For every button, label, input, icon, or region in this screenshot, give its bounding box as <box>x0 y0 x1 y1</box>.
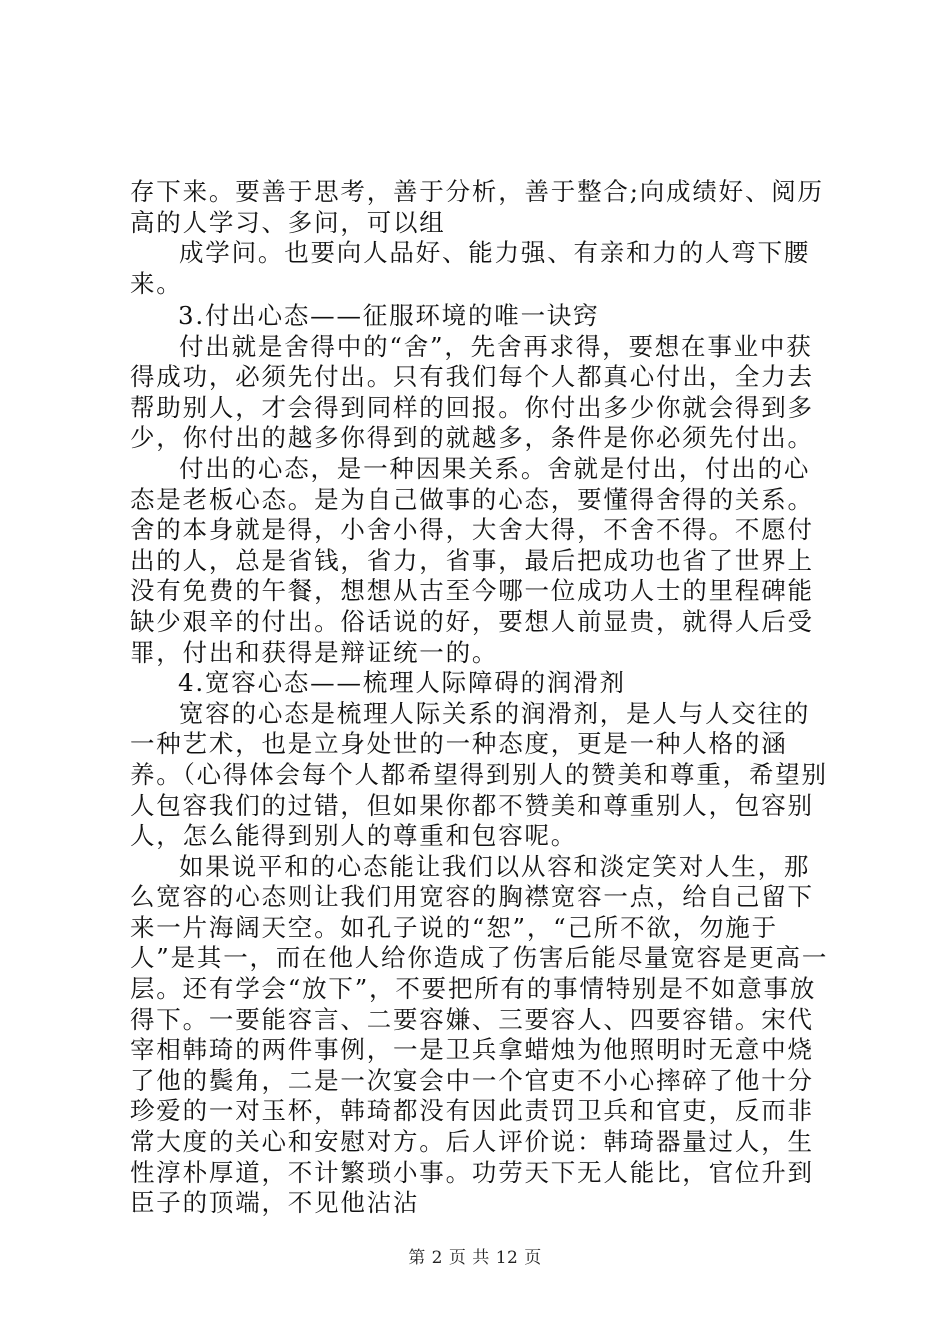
paragraph-giving-2: 付出的心态，是一种因果关系。舍就是付出，付出的心态是老板心态。是为自己做事的心态，要懂得舍得的关系。舍的本身就是得，小舍小得，大舍大得，不舍不得。不愿付出的人，总是省钱，省力，省事，最后把成功也省了世界上没有免费的午餐，想想从古至今哪一位成功人士的里程碑能缺少艰辛的付出。俗话说的好，要想人前显贵，就得人后受罪，付出和获得是辩证统一的。 <box>130 453 814 667</box>
paragraph-continuation: 存下来。要善于思考，善于分析，善于整合;向成绩好、阅历高的人学习、多问，可以组 <box>130 177 824 237</box>
section-heading-3: 3.付出心态——征服环境的唯一诀窍 <box>178 301 600 330</box>
body-text-main <box>130 301 830 1219</box>
paragraph-giving-1: 付出就是舍得中的“舍”，先舍再求得，要想在事业中获得成功，必须先付出。只有我们每个人都真心付出，全力去帮助别人，才会得到同样的回报。你付出多少你就会得到多少，你付出的越多你得到的就越多，条件是你必须先付出。 <box>130 331 814 453</box>
page-number-footer: 第 2 页 共 12 页 <box>408 1248 542 1268</box>
section-heading-4: 4.宽容心态——梳理人际障碍的润滑剂 <box>178 668 626 698</box>
body-text-top <box>130 177 830 299</box>
paragraph-tolerance-1: 宽容的心态是梳理人际关系的润滑剂，是人与人交往的一种艺术，也是立身处世的一种态度，更是一种人格的涵养。（心得体会每个人都希望得到别人的赞美和尊重，希望别人包容我们的过错，但如果你都不赞美和尊重别人，包容别人，怎么能得到别人的尊重和包容呢。 <box>130 698 828 851</box>
paragraph-continuation-end: 成学问。也要向人品好、能力强、有亲和力的人弯下腰来。 <box>130 238 811 298</box>
paragraph-tolerance-2: 如果说平和的心态能让我们以从容和淡定笑对人生，那么宽容的心态则让我们用宽容的胸襟宽容一点，给自己留下来一片海阔天空。如孔子说的“恕”，“己所不欲，勿施于人”是其一，而在他人给你造成了伤害后能尽量宽容是更高一层。还有学会“放下”，不要把所有的事情特别是不如意事放得下。一要能容言、二要容嫌、三要容人、四要容错。宋代宰相韩琦的两件事例，一是卫兵拿蜡烛为他照明时无意中烧了他的鬓角，二是一次宴会中一个官吏不小心摔碎了他十分珍爱的一对玉杯，韩琦都没有因此责罚卫兵和官吏，反而非常大度的关心和安慰对方。后人评价说：韩琦器量过人，生性淳朴厚道，不计繁琐小事。功劳天下无人能比，官位升到臣子的顶端，不见他沾沾 <box>130 851 829 1218</box>
